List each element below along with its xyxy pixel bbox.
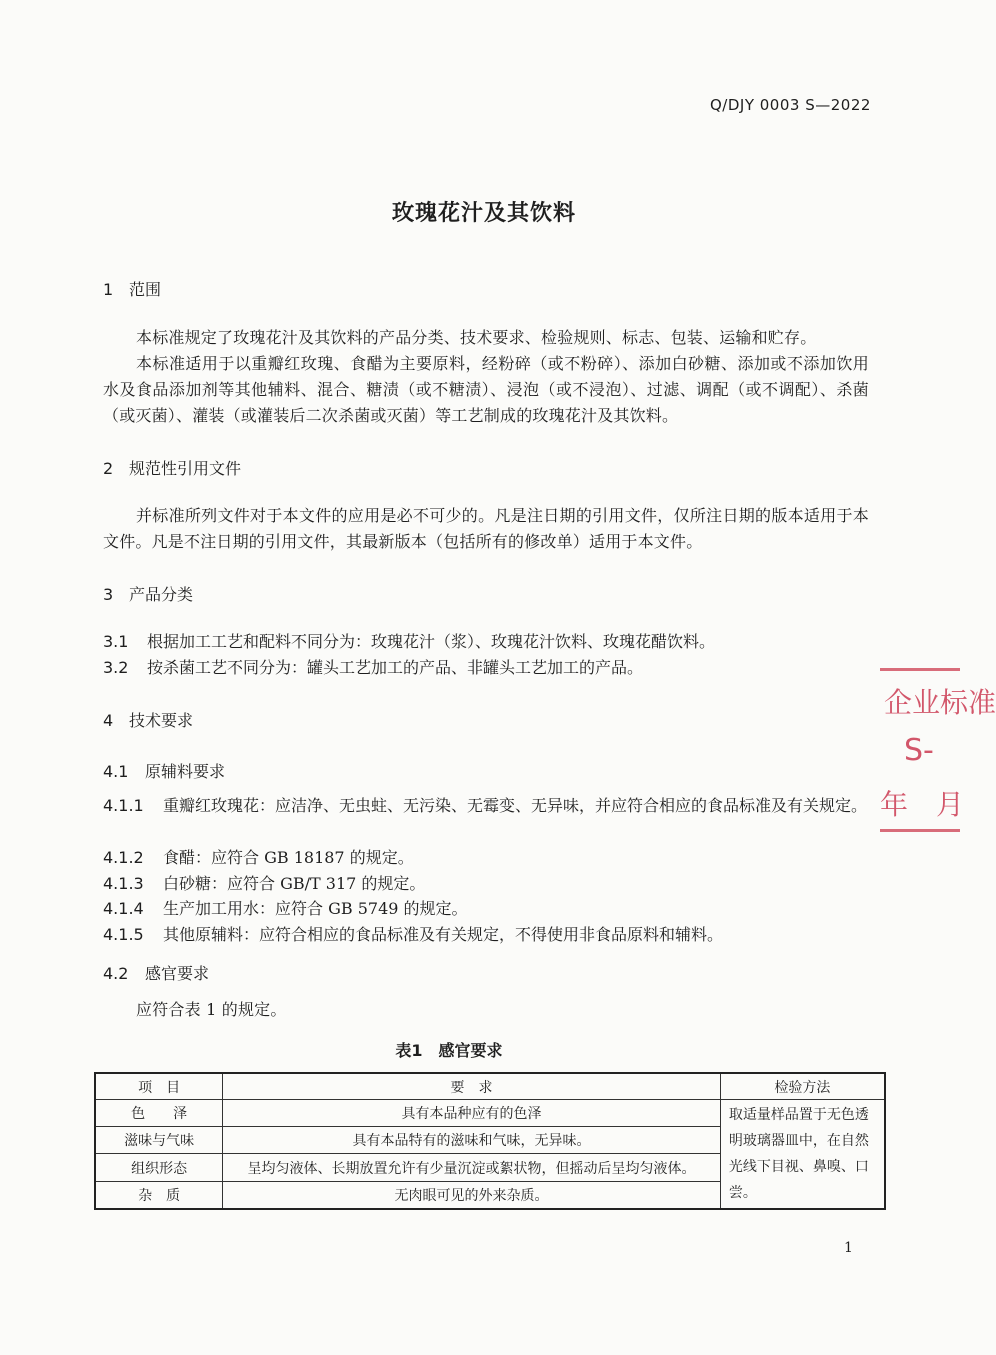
section-4-1-heading [103,759,225,782]
table-cell-item: 滋味与气味 [95,1127,223,1154]
stamp-text-line-3: 年 月 [880,788,965,821]
table-cell-item: 色 泽 [95,1100,223,1127]
clause-3-1 [103,629,871,655]
clause-3-2 [103,655,871,681]
clause-number: 4.1.5 [103,925,144,944]
stamp-text-line-2: S- [904,733,934,768]
section-1-para-2: 本标准适用于以重瓣红玫瑰、食醋为主要原料，经粉碎（或不粉碎）、添加白砂糖、添加或不添加饮用水及食品添加剂等其他辅料、混合、糖渍（或不糖渍）、浸泡（或不浸泡）、过滤、调配（或不调配）、杀菌（或灭菌）、灌装（或灌装后二次杀菌或灭菌）等工艺制成的玫瑰花汁及其饮料。 [103,354,869,425]
table-header-item: 项 目 [95,1073,223,1100]
section-3-heading [103,582,193,605]
section-4-2-para: 应符合表 1 的规定。 [136,1000,287,1019]
company-seal-stamp [880,668,996,832]
clause-text: 根据加工工艺和配料不同分为：玫瑰花汁（浆）、玫瑰花汁饮料、玫瑰花醋饮料。 [147,632,716,651]
sensory-requirements-table [94,1072,886,1210]
clause-text: 重瓣红玫瑰花：应洁净、无虫蛀、无污染、无霉变、无异味，并应符合相应的食品标准及有关规定。 [163,796,868,815]
clause-text: 白砂糖：应符合 GB/T 317 的规定。 [163,874,426,893]
table-cell-requirement: 无肉眼可见的外来杂质。 [223,1181,721,1209]
section-title: 原辅料要求 [145,762,226,781]
section-1-heading [103,277,161,300]
table-cell-requirement: 呈均匀液体、长期放置允许有少量沉淀或絮状物，但摇动后呈均匀液体。 [223,1154,721,1181]
section-number: 2 [103,459,114,478]
stamp-text-line-1: 企业标准 [884,686,996,719]
section-number: 4 [103,711,114,730]
clause-number: 3.2 [103,658,129,677]
section-number: 4.1 [103,762,129,781]
clause-4-1-1 [103,793,869,819]
clause-number: 4.1.4 [103,899,144,918]
section-title: 产品分类 [129,585,194,604]
section-1-para-1: 本标准规定了玫瑰花汁及其饮料的产品分类、技术要求、检验规则、标志、包装、运输和贮存。 [136,328,817,347]
table-header-row [95,1073,885,1100]
table-cell-method: 取适量样品置于无色透明玻璃器皿中，在自然光线下目视、鼻嗅、口尝。 [720,1100,885,1210]
clause-text: 食醋：应符合 GB 18187 的规定。 [163,848,414,867]
clause-text: 生产加工用水：应符合 GB 5749 的规定。 [163,899,468,918]
section-number: 1 [103,280,114,299]
section-title: 范围 [129,280,162,299]
section-2-heading [103,456,241,479]
document-title: 玫瑰花汁及其饮料 [391,201,576,226]
section-2-para-1: 并标准所列文件对于本文件的应用是必不可少的。凡是注日期的引用文件，仅所注日期的版本适用于本文件。凡是不注日期的引用文件，其最新版本（包括所有的修改单）适用于本文件。 [103,506,869,551]
clause-number: 4.1.1 [103,796,144,815]
section-number: 4.2 [103,964,129,983]
section-title: 感官要求 [145,964,210,983]
clause-number: 4.1.2 [103,848,144,867]
table-header-method: 检验方法 [720,1073,885,1100]
clause-4-1-4 [103,896,871,922]
table-cell-requirement: 具有本品特有的滋味和气味，无异味。 [223,1127,721,1154]
table-caption: 表1 感官要求 [395,1041,503,1060]
clause-4-1-5 [103,922,871,948]
clause-number: 4.1.3 [103,874,144,893]
table-cell-item: 组织形态 [95,1154,223,1181]
document-number: Q/DJY 0003 S—2022 [710,96,871,114]
table-header-requirement: 要 求 [223,1073,721,1100]
clause-text: 其他原辅料：应符合相应的食品标准及有关规定，不得使用非食品原料和辅料。 [163,925,724,944]
section-number: 3 [103,585,114,604]
clause-text: 按杀菌工艺不同分为：罐头工艺加工的产品、非罐头工艺加工的产品。 [147,658,644,677]
section-4-2-heading [103,961,209,984]
page-number: 1 [844,1240,853,1256]
section-4-heading [103,708,193,731]
section-title: 规范性引用文件 [129,459,242,478]
clause-4-1-3 [103,871,871,897]
clause-number: 3.1 [103,632,129,651]
table-row [95,1100,885,1127]
table-cell-requirement: 具有本品种应有的色泽 [223,1100,721,1127]
table-cell-item: 杂 质 [95,1181,223,1209]
clause-4-1-2 [103,845,871,871]
section-title: 技术要求 [129,711,194,730]
